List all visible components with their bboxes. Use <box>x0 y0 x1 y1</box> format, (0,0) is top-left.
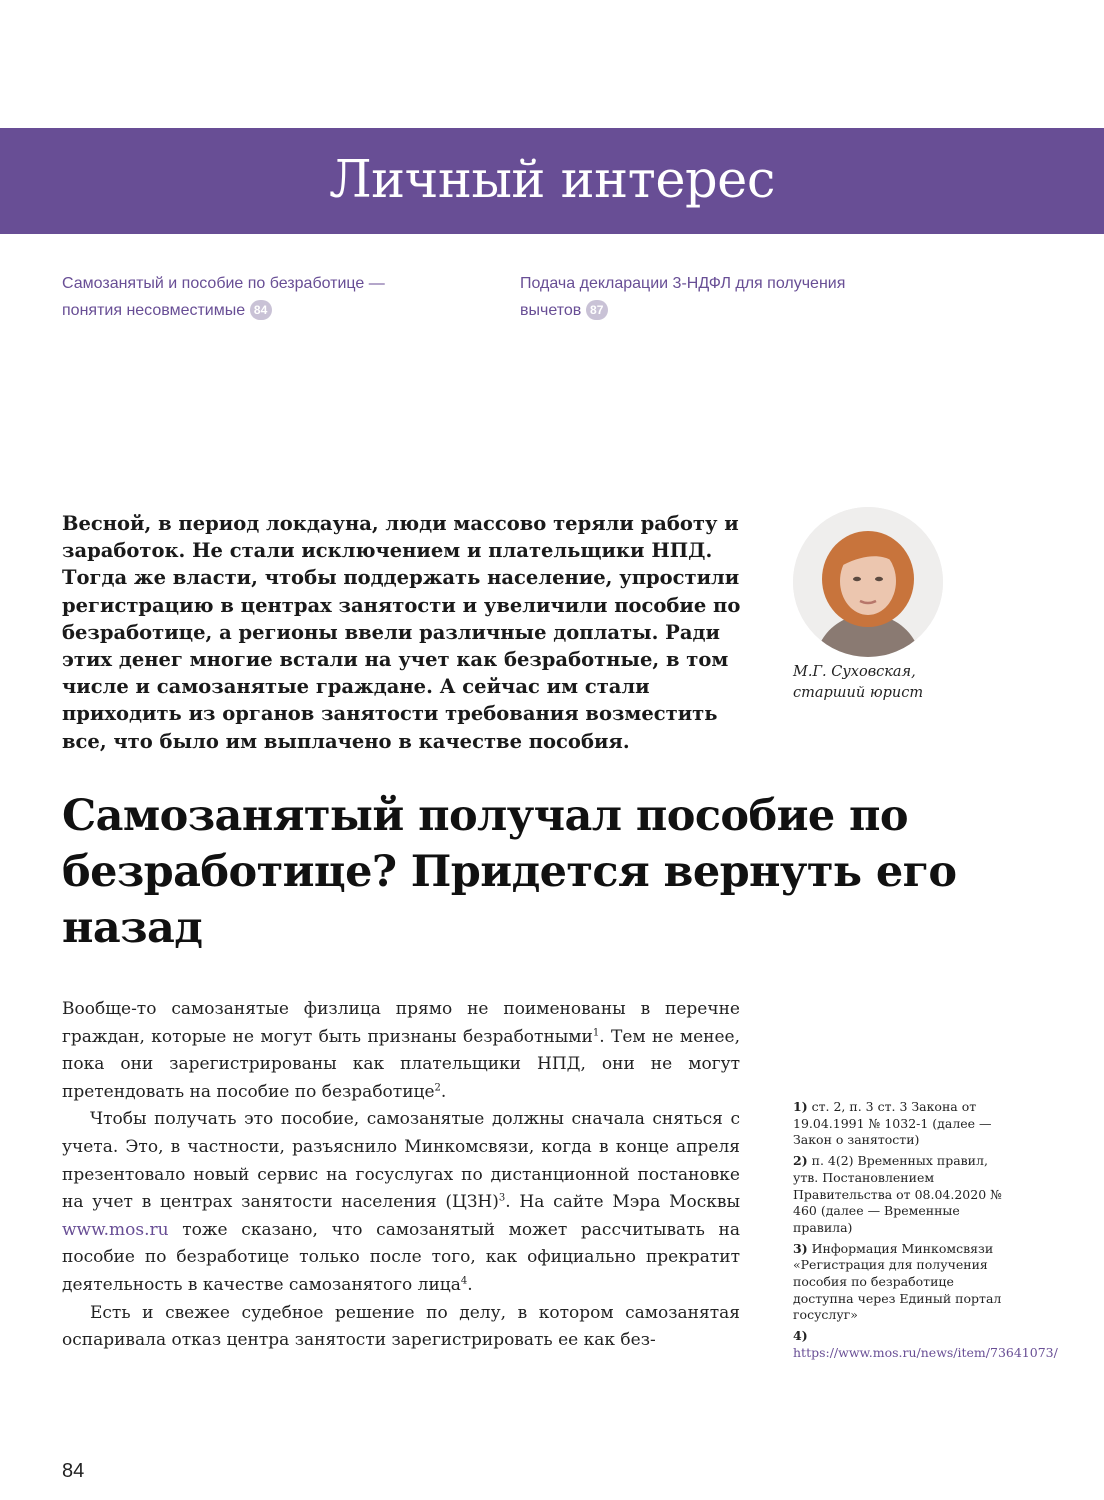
toc-page-badge: 84 <box>250 300 272 320</box>
footnote-3: 3) Информация Минкомсвязи «Регистрация для получения пособия по безработице доступна через Единый портал госуслуг» <box>793 1240 1002 1323</box>
article-body <box>62 996 740 1355</box>
footnote-ref[interactable]: 1 <box>592 1026 600 1038</box>
author-role: старший юрист <box>793 685 924 701</box>
body-paragraph-3: Есть и свежее судебное решение по делу, в котором самозанятая оспаривала отказ центра занятости зарегистрировать ее как без- <box>62 1302 740 1351</box>
footnote-ref[interactable]: 4 <box>460 1275 468 1287</box>
body-paragraph-2: Чтобы получать это пособие, самозанятые должны сначала сняться с учета. Это, в частности, разъяснило Минкомсвязи, когда в конце апреля презентовало новый сервис на госуслугах по дистанционной постановке на учет в центрах занятости населения (ЦЗН)$^3$. На сайте Мэра Москвы www.mos.ru тоже сказано, что самозанятый может рассчитывать на пособие по безработице только после того, как официально прекратит деятельность в качестве самозанятого лица$^4$. <box>62 1109 740 1295</box>
author-portrait-illustration <box>793 507 943 657</box>
toc-item-3ndfl[interactable] <box>520 270 880 324</box>
toc-page-badge: 87 <box>586 300 608 320</box>
footnote-ref[interactable]: 3 <box>498 1192 506 1204</box>
footnote-4: 4) https://www.mos.ru/news/item/73641073/ <box>793 1328 1058 1360</box>
footnotes <box>793 1099 1058 1366</box>
author-caption <box>793 662 1013 704</box>
toc-item-title: Подача декларации 3-НДФЛ для получения вычетов <box>520 275 846 319</box>
section-title: Личный интерес <box>329 151 775 210</box>
mos-ru-link[interactable]: www.mos.ru <box>62 1219 169 1240</box>
footnote-ref[interactable]: 2 <box>434 1082 441 1094</box>
article-headline: Самозанятый получал пособие по безработице? Придется вернуть его назад <box>62 791 957 953</box>
footnote-1: 1) ст. 2, п. 3 ст. 3 Закона от 19.04.1991 № 1032-1 (далее — Закон о занятости) <box>793 1099 992 1148</box>
toc-item-title: Самозанятый и пособие по безработице — понятия несовместимые <box>62 275 385 319</box>
footnote-url-link[interactable]: https://www.mos.ru/news/item/73641073/ <box>793 1344 1058 1360</box>
author-portrait <box>793 507 943 657</box>
banner-scalloped-edge <box>0 229 1104 239</box>
page-number: 84 <box>62 1460 85 1482</box>
body-paragraph-1: Вообще-то самозанятые физлица прямо не поименованы в перечне граждан, которые не могут быть признаны безработными$^1$. Тем не менее, пока они зарегистрированы как плательщики НПД, они не могут претендовать на пособие по безработице$^2$. <box>62 999 740 1102</box>
footnote-2: 2) п. 4(2) Временных правил, утв. Постановлением Правительства от 08.04.2020 № 460 (далее — Временные правила) <box>793 1153 1002 1235</box>
toc-item-self-employed[interactable] <box>62 270 422 324</box>
author-name: М.Г. Суховская, <box>793 664 916 680</box>
lead-paragraph: Весной, в период локдауна, люди массово теряли работу и заработок. Не стали исключением и плательщики НПД. Тогда же власти, чтобы поддержать население, упростили регистрацию в центрах занятости и увеличили пособие по безработице, а регионы ввели различные доплаты. Ради этих денег многие встали на учет как безработные, в том числе и самозанятые граждане. А сейчас им стали приходить из органов занятости требования возместить все, что было им выплачено в качестве пособия. <box>62 512 741 753</box>
